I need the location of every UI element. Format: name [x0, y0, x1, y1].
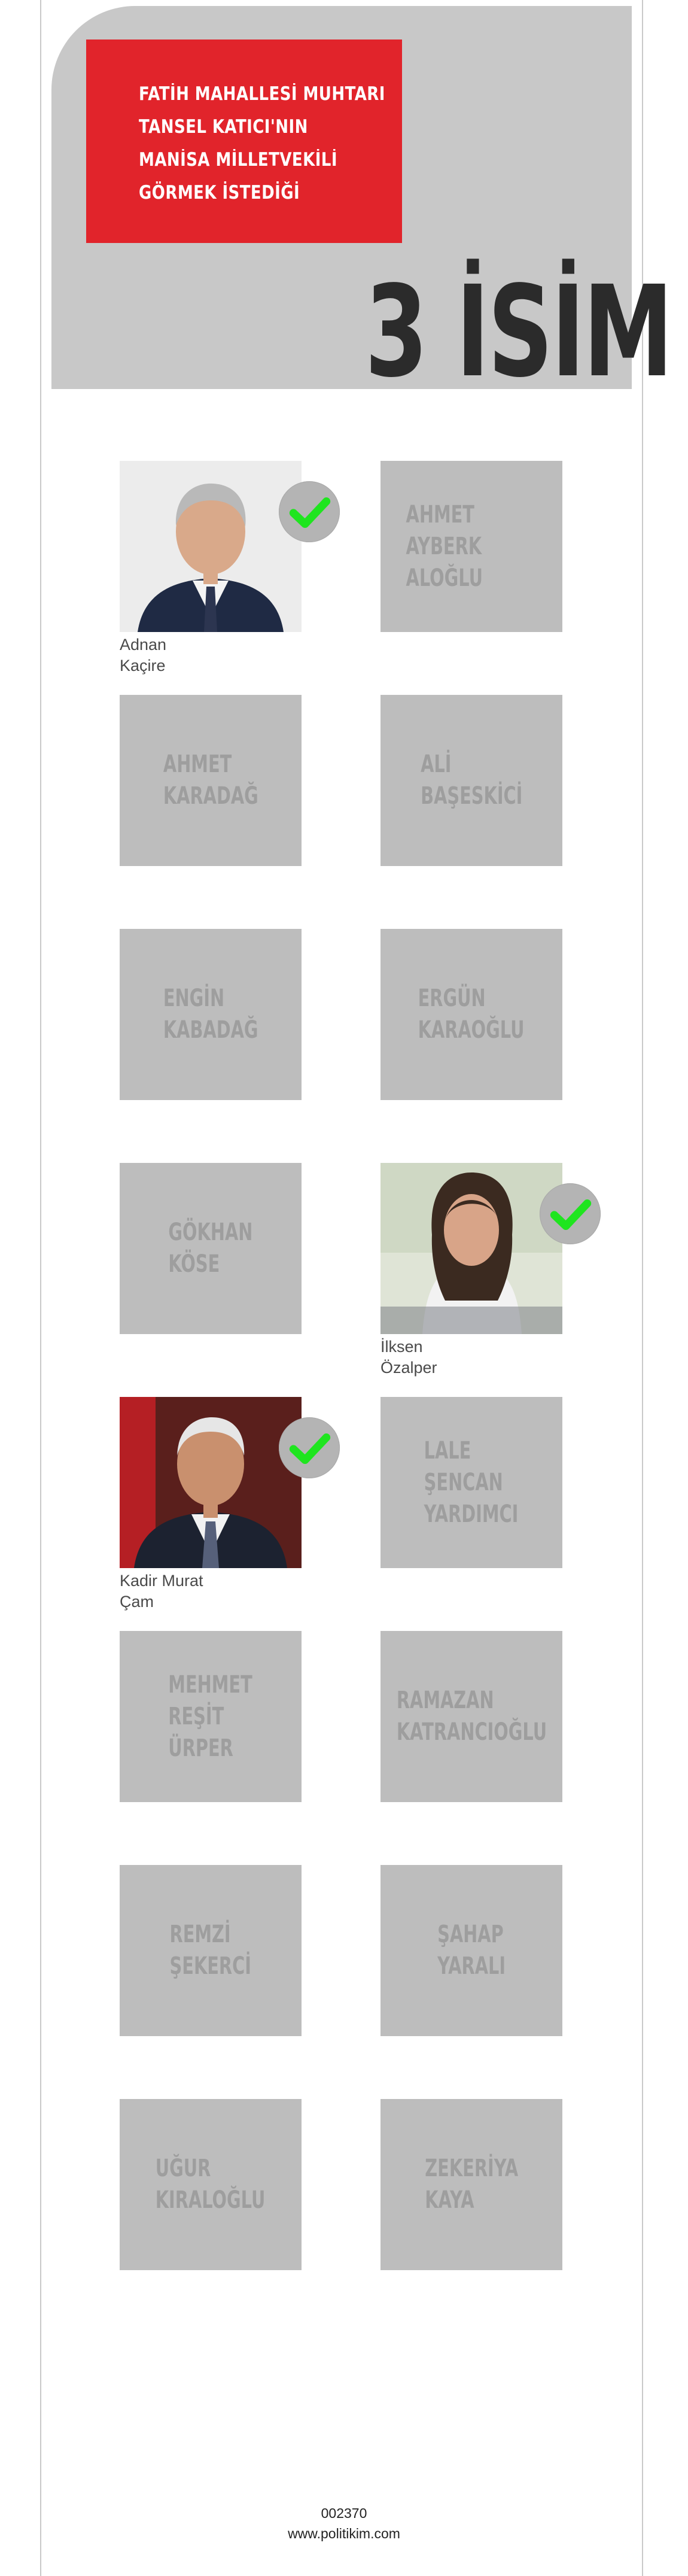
candidate-tile — [380, 695, 562, 866]
candidate-name: ERGÜN KARAOĞLU — [418, 985, 525, 1044]
candidate-name: ALİ BAŞESKİCİ — [420, 751, 523, 810]
candidate-name: İlksen Özalper — [380, 1338, 437, 1377]
candidate-card — [120, 461, 302, 676]
title-line: TANSEL KATICI'NIN — [139, 116, 308, 138]
candidate-tile — [380, 1397, 562, 1568]
candidate-tile — [380, 461, 562, 632]
footer-site[interactable]: www.politikim.com — [288, 2526, 400, 2541]
candidate-photo — [120, 1397, 302, 1568]
candidate-card — [120, 1397, 302, 1612]
candidate-name: ENGİN KABADAĞ — [163, 985, 258, 1044]
candidate-card — [380, 1631, 562, 1802]
title-line: MANİSA MİLLETVEKİLİ — [139, 149, 337, 171]
candidate-name: AHMET KARADAĞ — [163, 751, 258, 810]
candidate-card — [120, 929, 302, 1100]
check-icon — [540, 1183, 601, 1244]
candidate-card — [380, 1397, 562, 1568]
candidate-card — [120, 1865, 302, 2036]
candidate-name: ŞAHAP YARALI — [437, 1921, 506, 1980]
candidate-tile — [380, 929, 562, 1100]
candidate-card — [380, 2099, 562, 2270]
candidate-name: Adnan Kaçire — [120, 636, 167, 675]
candidate-name: RAMAZAN KATRANCIOĞLU — [396, 1687, 547, 1746]
candidate-tile — [380, 2099, 562, 2270]
candidate-tile — [120, 1631, 302, 1802]
candidate-tile — [380, 1631, 562, 1802]
candidate-photo — [120, 461, 302, 632]
candidate-name: REMZİ ŞEKERCİ — [169, 1921, 252, 1980]
candidate-card — [120, 695, 302, 866]
candidate-tile — [120, 2099, 302, 2270]
footer-code: 002370 — [321, 2505, 367, 2521]
candidate-tile — [380, 1865, 562, 2036]
candidate-card — [380, 1865, 562, 2036]
candidate-card — [120, 2099, 302, 2270]
candidate-name: GÖKHAN KÖSE — [168, 1219, 253, 1278]
candidate-photo — [380, 1163, 562, 1334]
check-icon — [279, 1417, 340, 1478]
candidate-name: AHMET AYBERK ALOĞLU — [406, 500, 483, 592]
candidate-name: LALE ŞENCAN YARDIMCI — [424, 1436, 519, 1528]
candidate-name: UĞUR KIRALOĞLU — [156, 2155, 266, 2214]
title-line: FATİH MAHALLESİ MUHTARI — [139, 83, 385, 105]
candidate-tile — [120, 1163, 302, 1334]
candidate-card — [380, 461, 562, 632]
candidate-card — [380, 929, 562, 1100]
candidate-tile — [120, 929, 302, 1100]
candidate-tile — [120, 1865, 302, 2036]
candidate-name: MEHMET REŞİT ÜRPER — [168, 1670, 253, 1762]
title-line: GÖRMEK İSTEDİĞİ — [139, 182, 300, 203]
candidate-card — [120, 1631, 302, 1802]
candidate-card — [380, 1163, 562, 1378]
footer — [0, 2503, 688, 2544]
big-title: 3 İSİM — [365, 259, 672, 405]
candidate-card — [120, 1163, 302, 1334]
candidate-tile — [120, 695, 302, 866]
candidate-card — [380, 695, 562, 866]
check-icon — [279, 481, 340, 542]
candidate-name: Kadir Murat Çam — [120, 1572, 203, 1611]
title-box — [86, 40, 402, 243]
candidate-name: ZEKERİYA KAYA — [425, 2155, 518, 2214]
